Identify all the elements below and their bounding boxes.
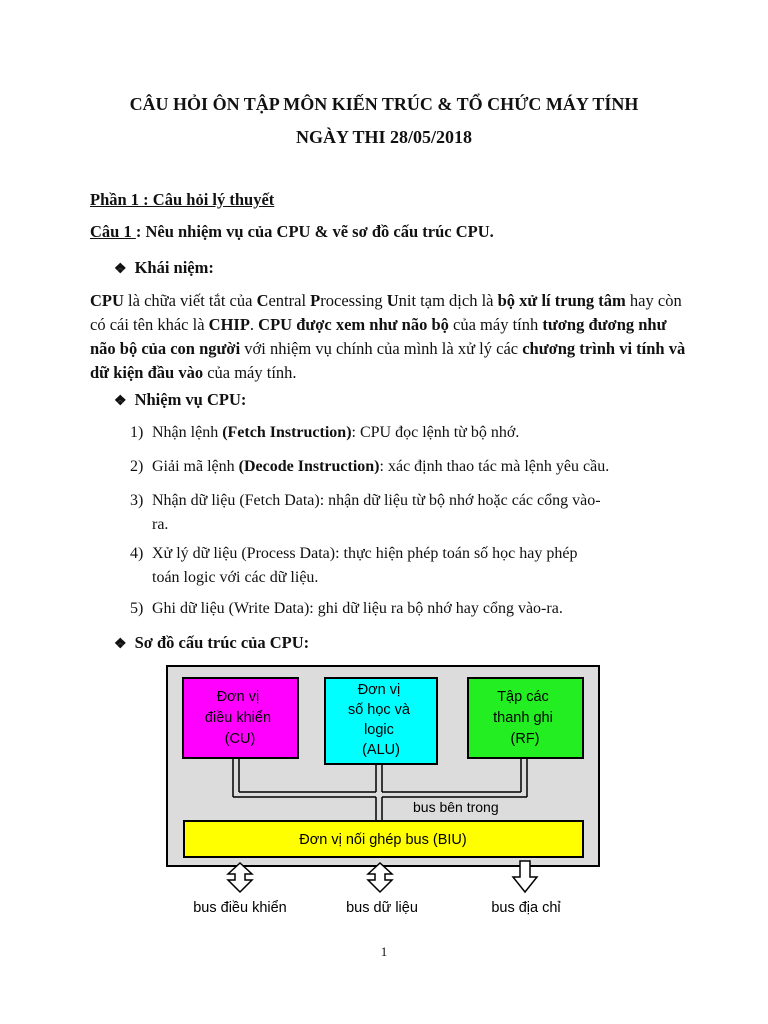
question-text: : Nêu nhiệm vụ của CPU & vẽ sơ đồ cấu trúc CPU.: [135, 222, 494, 241]
concept-heading-text: Khái niệm:: [134, 258, 214, 277]
text-run: CPU được xem như não bộ: [258, 315, 449, 334]
part-label: Phần 1 : Câu hỏi lý thuyết: [90, 190, 275, 209]
list-number: 3): [130, 492, 144, 509]
text-run: rocessing: [320, 291, 387, 310]
tasks-heading-text: Nhiệm vụ CPU:: [134, 390, 247, 409]
text-run: CPU: [90, 291, 124, 310]
text-run: toán logic với các dữ liệu.: [152, 569, 319, 586]
text-run: P: [310, 291, 321, 310]
text-run: tương đương như não bộ của con người: [90, 315, 667, 358]
text-run: Ghi dữ liệu (Write Data): ghi dữ liệu ra bộ nhớ hay cổng vào-ra.: [152, 600, 563, 617]
text-run: của máy tính.: [203, 363, 297, 382]
document-title: CÂU HỎI ÔN TẬP MÔN KIẾN TRÚC & TỔ CHỨC MÁY TÍNH: [129, 94, 639, 114]
text-run: .: [249, 315, 259, 334]
text-run: : xác định thao tác mà lệnh yêu cầu.: [379, 458, 610, 475]
double-arrow-icon: [228, 863, 252, 892]
text-run: Nhận lệnh: [152, 424, 223, 441]
text-run: ra.: [152, 516, 169, 533]
text-run: với nhiệm vụ chính của mình là xử lý các: [240, 339, 523, 358]
text-run: : CPU đọc lệnh từ bộ nhớ.: [351, 424, 520, 441]
text-run: của máy tính: [448, 315, 543, 334]
text-run: Nhận dữ liệu (Fetch Data): nhận dữ liệu từ bộ nhớ hoặc các cổng vào-: [152, 492, 601, 509]
internal-bus-label: bus bên trong: [413, 799, 499, 815]
list-number: 2): [130, 458, 144, 475]
diagram-heading-text: Sơ đồ cấu trúc của CPU:: [134, 633, 310, 652]
biu-label: Đơn vị nối ghép bus (BIU): [299, 832, 467, 848]
diamond-bullet-icon: ❖: [114, 394, 127, 409]
text-run: bộ xử lí trung tâm: [497, 291, 626, 310]
text-run: nit tạm dịch là: [398, 291, 498, 310]
exam-date: NGÀY THI 28/05/2018: [295, 127, 473, 147]
double-arrow-icon: [368, 863, 392, 892]
text-run: CHIP: [208, 315, 250, 334]
text-run: là chữa viết tắt của: [123, 291, 257, 310]
bus-label-address: bus địa chỉ: [491, 900, 561, 916]
text-run: C: [256, 291, 269, 310]
page-number: 1: [380, 944, 388, 959]
bus-label-data: bus dữ liệu: [346, 900, 418, 916]
diamond-bullet-icon: ❖: [114, 262, 127, 277]
diamond-bullet-icon: ❖: [114, 637, 127, 652]
text-run: hay còn có cái tên khác là: [90, 291, 682, 334]
question-number: Câu 1: [90, 222, 136, 241]
list-number: 1): [130, 424, 144, 441]
rf-label: Tập các thanh ghi (RF): [493, 689, 553, 747]
alu-label: Đơn vị số học và logic (ALU): [347, 682, 411, 758]
text-run: entral: [268, 291, 311, 310]
bus-label-control: bus điều khiển: [193, 900, 287, 916]
cu-label: Đơn vị điều khiển (CU): [204, 689, 272, 747]
text-run: chương trình vi tính và dữ kiện đầu vào: [90, 339, 686, 382]
text-run: (Fetch Instruction): [222, 424, 352, 441]
list-number: 4): [130, 545, 144, 562]
text-run: Giải mã lệnh: [152, 458, 239, 475]
text-run: U: [386, 291, 399, 310]
text-run: (Decode Instruction): [238, 458, 380, 475]
list-number: 5): [130, 600, 144, 617]
text-run: Xử lý dữ liệu (Process Data): thực hiện phép toán số học hay phép: [152, 545, 578, 562]
